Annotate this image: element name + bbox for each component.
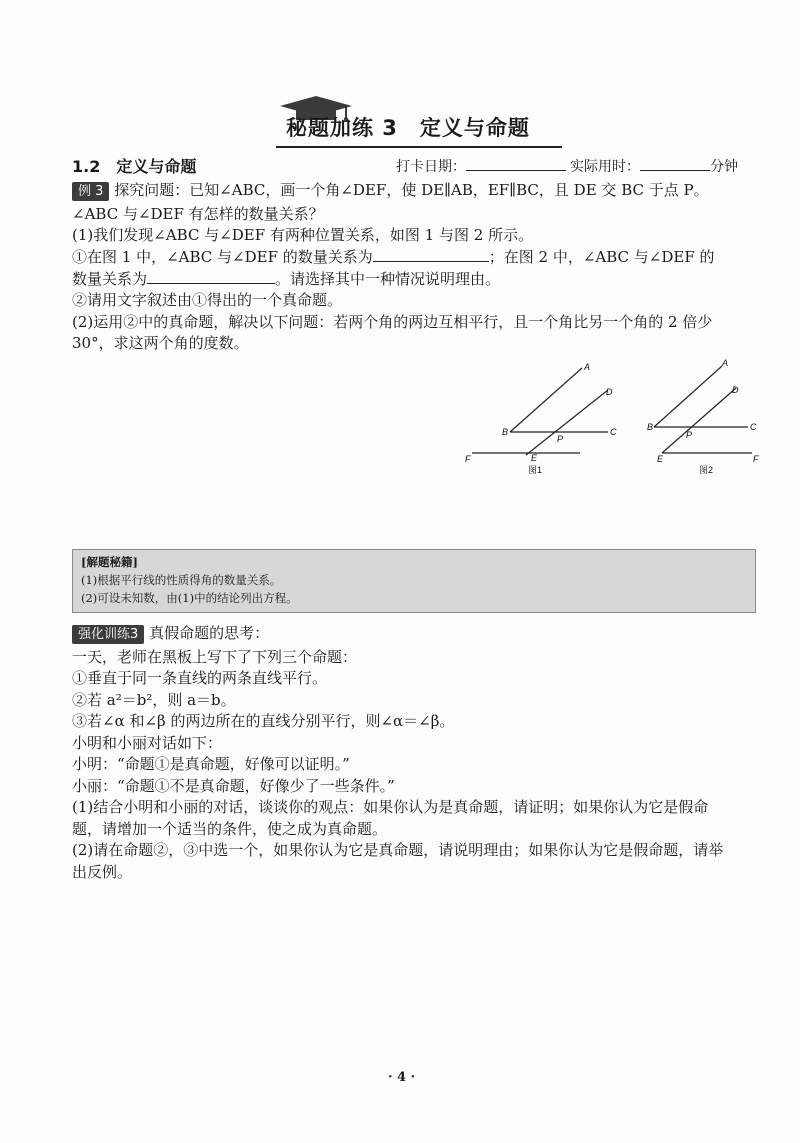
page-title: 秘题加练 3 定义与命题 <box>286 116 530 140</box>
page-number: · 4 · <box>388 1070 416 1085</box>
fig1-label-c: C <box>610 427 617 437</box>
training-header <box>72 623 269 644</box>
example-text-1: 探究问题：已知∠ABC，画一个角∠DEF，使 DE∥AB，EF∥BC，且 DE 交 BC 于点 P。 <box>114 181 709 199</box>
answer-blank-2[interactable] <box>147 269 275 284</box>
training-heading: 真假命题的思考： <box>149 624 270 642</box>
fig2-caption: 图2 <box>699 465 714 475</box>
example-line-4 <box>72 247 715 267</box>
fig1-label-b: B <box>502 427 509 437</box>
training-line-3: ②若 a²＝b²，则 a＝b。 <box>72 691 236 709</box>
answer-blank-1[interactable] <box>373 247 489 262</box>
example-line-6: ②请用文字叙述由①得出的一个真命题。 <box>72 291 343 309</box>
training-line-6: 小明：“命题①是真命题，好像可以证明。” <box>72 755 350 773</box>
hint-box <box>72 549 756 613</box>
hint-line-2: (2)可设未知数，由(1)中的结论列出方程。 <box>81 591 298 605</box>
fig1-label-d: D <box>606 387 613 397</box>
example-line-7: (2)运用②中的真命题，解决以下问题：若两个角的两边互相平行，且一个角比另一个角的 2 倍少 <box>72 313 713 331</box>
training-line-1: 一天，老师在黑板上写下了下列三个命题： <box>72 648 358 666</box>
training-line-8: (1)结合小明和小丽的对话，谈谈你的观点：如果你认为是真命题，请证明；如果你认为它是假命 <box>72 798 709 816</box>
example-badge: 例 3 <box>72 182 109 201</box>
example-text-4b: ；在图 2 中，∠ABC 与∠DEF 的 <box>488 248 715 266</box>
example-line-5 <box>72 269 500 289</box>
time-unit-label: 分钟 <box>710 159 738 175</box>
fig1-label-a: A <box>584 362 591 372</box>
time-used-blank[interactable] <box>640 156 710 171</box>
example-line-1 <box>72 180 709 201</box>
hint-title: [解题秘籍] <box>81 555 138 569</box>
training-badge: 强化训练3 <box>72 625 144 644</box>
checkin-date-field[interactable] <box>396 156 566 176</box>
title-underline <box>276 146 562 148</box>
fig1-label-p: P <box>557 434 564 444</box>
fig2-label-d: D <box>732 385 739 395</box>
example-line-3: (1)我们发现∠ABC 与∠DEF 有两种位置关系，如图 1 与图 2 所示。 <box>72 226 534 244</box>
fig1-caption: 图1 <box>528 465 543 475</box>
figure-2 <box>640 355 765 480</box>
training-line-9: 题，请增加一个适当的条件，使之成为真命题。 <box>72 820 388 838</box>
example-text-5a: 数量关系为 <box>72 270 148 288</box>
checkin-date-blank[interactable] <box>466 156 566 171</box>
example-line-8: 30°，求这两个角的度数。 <box>72 334 249 352</box>
checkin-date-label: 打卡日期： <box>396 159 466 175</box>
fig2-label-f: F <box>753 454 759 464</box>
time-used-label: 实际用时： <box>570 159 640 175</box>
fig2-label-a: A <box>722 358 729 368</box>
fig1-label-e: E <box>531 453 538 463</box>
hint-line-1: (1)根据平行线的性质得角的数量关系。 <box>81 573 282 587</box>
fig2-label-c: C <box>750 422 757 432</box>
training-line-5: 小明和小丽对话如下： <box>72 734 223 752</box>
training-line-2: ①垂直于同一条直线的两条直线平行。 <box>72 669 328 687</box>
fig1-label-f: F <box>465 454 471 464</box>
time-used-field[interactable] <box>570 156 738 176</box>
training-line-7: 小丽：“命题①不是真命题，好像少了一些条件。” <box>72 777 395 795</box>
fig2-label-p: P <box>686 430 693 440</box>
training-line-11: 出反例。 <box>72 863 133 881</box>
fig2-label-b: B <box>647 422 654 432</box>
figure-1 <box>460 355 630 480</box>
example-text-5b: 。请选择其中一种情况说明理由。 <box>275 270 501 288</box>
training-line-4: ③若∠α 和∠β 的两边所在的直线分别平行，则∠α＝∠β。 <box>72 712 455 730</box>
example-line-2: ∠ABC 与∠DEF 有怎样的数量关系？ <box>72 205 324 223</box>
section-title: 1.2 定义与命题 <box>72 157 197 176</box>
example-text-4a: ①在图 1 中，∠ABC 与∠DEF 的数量关系为 <box>72 248 373 266</box>
training-line-10: (2)请在命题②，③中选一个，如果你认为它是真命题，请说明理由；如果你认为它是假命题，请举 <box>72 841 724 859</box>
fig2-label-e: E <box>657 454 664 464</box>
